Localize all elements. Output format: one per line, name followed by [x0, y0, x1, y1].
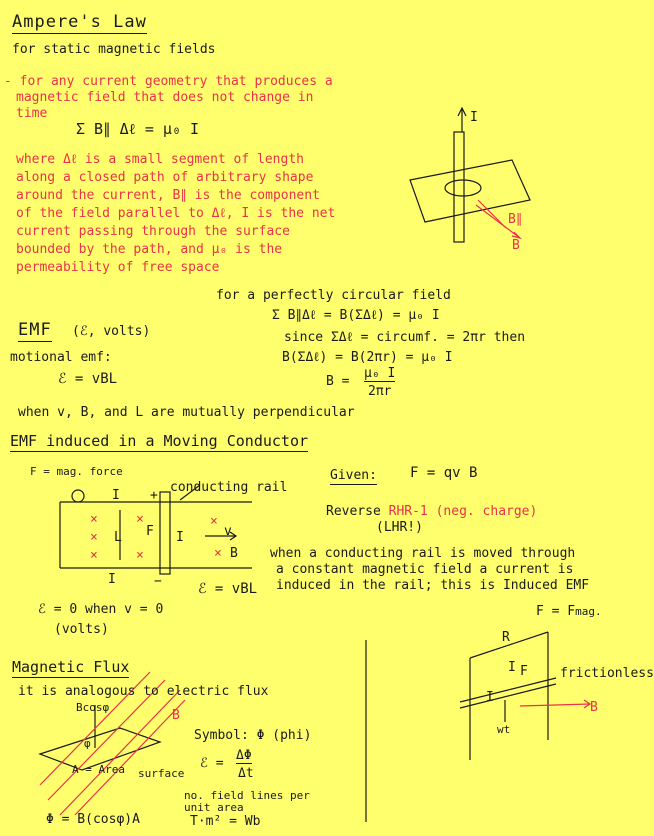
current-mid: I: [176, 530, 184, 545]
circular-eq2: since ΣΔℓ = circumf. = 2πr then: [284, 330, 526, 345]
circular-eq4-num: μ₀ I: [364, 366, 396, 381]
ampere-line1: - for any current geometry that produces a: [4, 74, 333, 89]
induced-para-2: induced in the rail; this is Induced EMF: [276, 578, 590, 593]
surface-label: surface: [138, 767, 185, 780]
flux-emf-lhs: ℰ =: [200, 756, 224, 771]
ampere-equation: Σ B∥ Δℓ = μ₀ I: [76, 120, 200, 138]
moving-title: EMF induced in a Moving Conductor: [10, 432, 309, 450]
resistor-label: R: [502, 630, 510, 645]
flux-formula: Φ = B(cosφ)A: [46, 812, 140, 827]
plus-sign: +: [150, 488, 158, 503]
weight-label: wt: [497, 723, 511, 736]
flux-analog: it is analogous to electric flux: [18, 684, 269, 699]
x-mark: ×: [214, 546, 222, 561]
x-mark: ×: [90, 512, 98, 527]
force-label: F: [146, 524, 154, 539]
ampere-desc-4: current passing through the surface: [16, 224, 290, 239]
circular-eq3: B(ΣΔℓ) = B(2πr) = μ₀ I: [282, 350, 453, 365]
fig-force-label: F: [520, 664, 528, 679]
rail-emf-eq: ℰ = vBL: [198, 581, 258, 597]
ampere-desc-3: of the field parallel to Δℓ, I is the net: [16, 206, 336, 221]
rail-label: conducting rail: [170, 480, 288, 495]
area-label: A = Area: [72, 763, 125, 776]
flux-emf-den: Δt: [238, 766, 254, 781]
lhr-note: (LHR!): [376, 520, 423, 535]
ampere-line2: magnetic field that does not change in: [16, 90, 314, 105]
circular-eq1: Σ B∥Δℓ = B(ΣΔℓ) = μ₀ I: [272, 308, 440, 323]
ampere-line3: time: [16, 106, 48, 121]
velocity-label: v: [224, 524, 232, 539]
flux-note-1: no. field lines per: [184, 789, 310, 802]
mag-force-label: F = mag. force: [30, 465, 123, 478]
phi-label: φ: [84, 737, 91, 750]
fig-current-up: I: [508, 660, 516, 675]
flux-symbol: Symbol: Φ (phi): [194, 728, 312, 743]
fig-field-label: B: [590, 700, 598, 715]
perp-note: when v, B, and L are mutually perpendicular: [18, 405, 355, 420]
x-mark: ×: [210, 514, 218, 529]
zero-emf-eq: ℰ = 0 when v = 0: [38, 602, 164, 617]
ampere-title: Ampere's Law: [12, 12, 147, 32]
conducting-rail: [160, 492, 170, 574]
induced-para-0: when a conducting rail is moved through: [270, 546, 576, 561]
reverse-note: Reverse RHR-1 (neg. charge): [326, 504, 538, 519]
motional-eq: ℰ = vBL: [58, 371, 118, 387]
bulb: [72, 490, 84, 502]
circular-eq4-den: 2πr: [368, 384, 392, 399]
motional-label: motional emf:: [10, 350, 112, 365]
fig-current-bar: I: [486, 690, 494, 705]
flux-title: Magnetic Flux: [12, 658, 130, 676]
ampere-subtitle: for static magnetic fields: [12, 42, 216, 57]
minus-sign: −: [154, 574, 162, 589]
fig-bpar-label: B∥: [508, 212, 523, 227]
x-mark: ×: [136, 548, 144, 563]
induced-para-1: a constant magnetic field a current is: [276, 562, 574, 577]
volts-label: (volts): [54, 622, 109, 637]
given-label: Given:: [330, 468, 377, 483]
field-label: B: [230, 546, 238, 561]
x-mark: ×: [90, 530, 98, 545]
emf-units: (ℰ, volts): [72, 324, 151, 339]
closed-path-loop: [445, 180, 481, 196]
given-eq: F = qv B: [410, 465, 478, 481]
fig-b-label: B: [512, 238, 520, 253]
flux-emf-num: ΔΦ: [236, 748, 252, 763]
circular-eq4-lhs: B =: [326, 374, 350, 389]
current-top: I: [112, 488, 120, 503]
frictionless-figure: [460, 632, 590, 760]
force-equality: F = Fmag.: [536, 604, 602, 619]
ampere-desc-5: bounded by the path, and μ₀ is the: [16, 242, 283, 257]
ampere-desc-6: permeability of free space: [16, 260, 220, 275]
flux-units: T·m² = Wb: [190, 814, 261, 829]
circular-heading: for a perfectly circular field: [216, 288, 451, 303]
sliding-bar: [460, 678, 556, 702]
x-mark: ×: [136, 512, 144, 527]
ampere-desc-0: where Δℓ is a small segment of length: [16, 152, 304, 167]
x-mark: ×: [90, 548, 98, 563]
ampere-desc-1: along a closed path of arbitrary shape: [16, 170, 314, 185]
length-label: L: [114, 530, 122, 545]
bcos-label: Bcosφ: [76, 701, 110, 714]
ampere-desc-2: around the current, B∥ is the component: [16, 188, 320, 203]
fig-current-label: I: [470, 110, 478, 125]
wire: [454, 132, 464, 242]
emf-title: EMF: [18, 320, 52, 340]
current-bottom: I: [108, 572, 116, 587]
flux-note-2: unit area: [184, 801, 244, 814]
flux-b-label: B: [172, 708, 180, 723]
frictionless-label: frictionless: [560, 666, 654, 681]
